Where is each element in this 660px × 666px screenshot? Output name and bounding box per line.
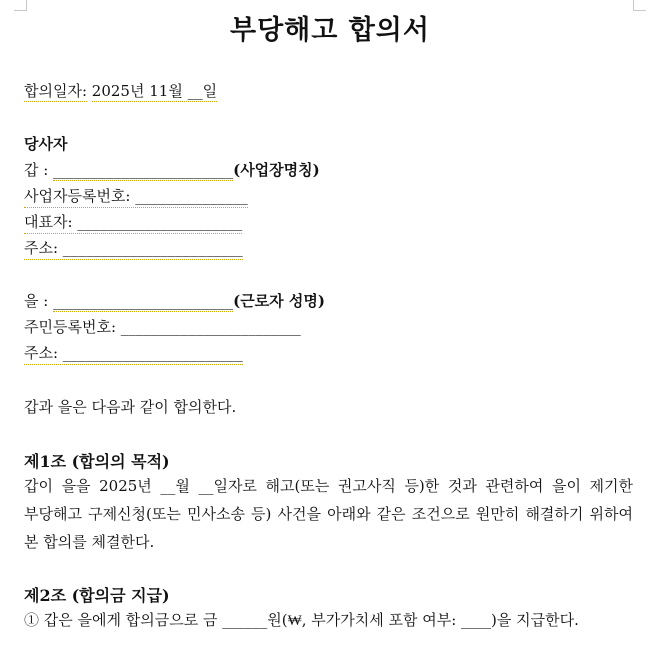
agreement-date-value: 2025년 11월 __일 — [91, 82, 218, 100]
intro-text: 갑과 을은 다음과 같이 합의한다. — [24, 398, 237, 416]
document-title: 부당해고 합의서 — [230, 15, 430, 46]
agreement-date-line — [24, 80, 217, 101]
employer-name-blank: ________________________ — [53, 161, 234, 179]
employee-address: 주소: ________________________ — [24, 342, 243, 365]
employee-label: 을 : — [24, 292, 49, 310]
employer-address: 주소: ________________________ — [24, 237, 243, 260]
article-1-text: 갑이 을을 2025년 __월 __일자로 해고(또는 권고사직 등)한 것과 관련하여 을이 제기한 부당해고 구제신청(또는 민사소송 등) 사건을 아래와 같은 조건으로 원만히 해결하기 위하여 본 합의를 체결한다. — [24, 477, 633, 551]
employee-line — [24, 290, 325, 311]
article-1-heading: 제1조 (합의의 목적) — [24, 452, 170, 471]
employee-resident-no: 주민등록번호: ________________________ — [24, 318, 301, 336]
article-2-text: ① 갑은 을에게 합의금으로 금 ______원(₩, 부가가치세 포함 여부: ____)을 지급한다. — [24, 611, 579, 629]
employer-business-reg-no: 사업자등록번호: _______________ — [24, 185, 248, 208]
employer-line — [24, 159, 320, 180]
employer-suffix: (사업장명칭) — [233, 161, 320, 179]
employee-suffix: (근로자 성명) — [233, 292, 325, 310]
article-2-heading: 제2조 (합의금 지급) — [24, 586, 170, 605]
agreement-date-label: 합의일자: — [24, 82, 88, 100]
parties-heading: 당사자 — [24, 135, 68, 153]
employer-representative: 대표자: ______________________ — [24, 211, 242, 234]
employer-label: 갑 : — [24, 161, 49, 179]
employee-name-blank: ________________________ — [53, 292, 234, 310]
